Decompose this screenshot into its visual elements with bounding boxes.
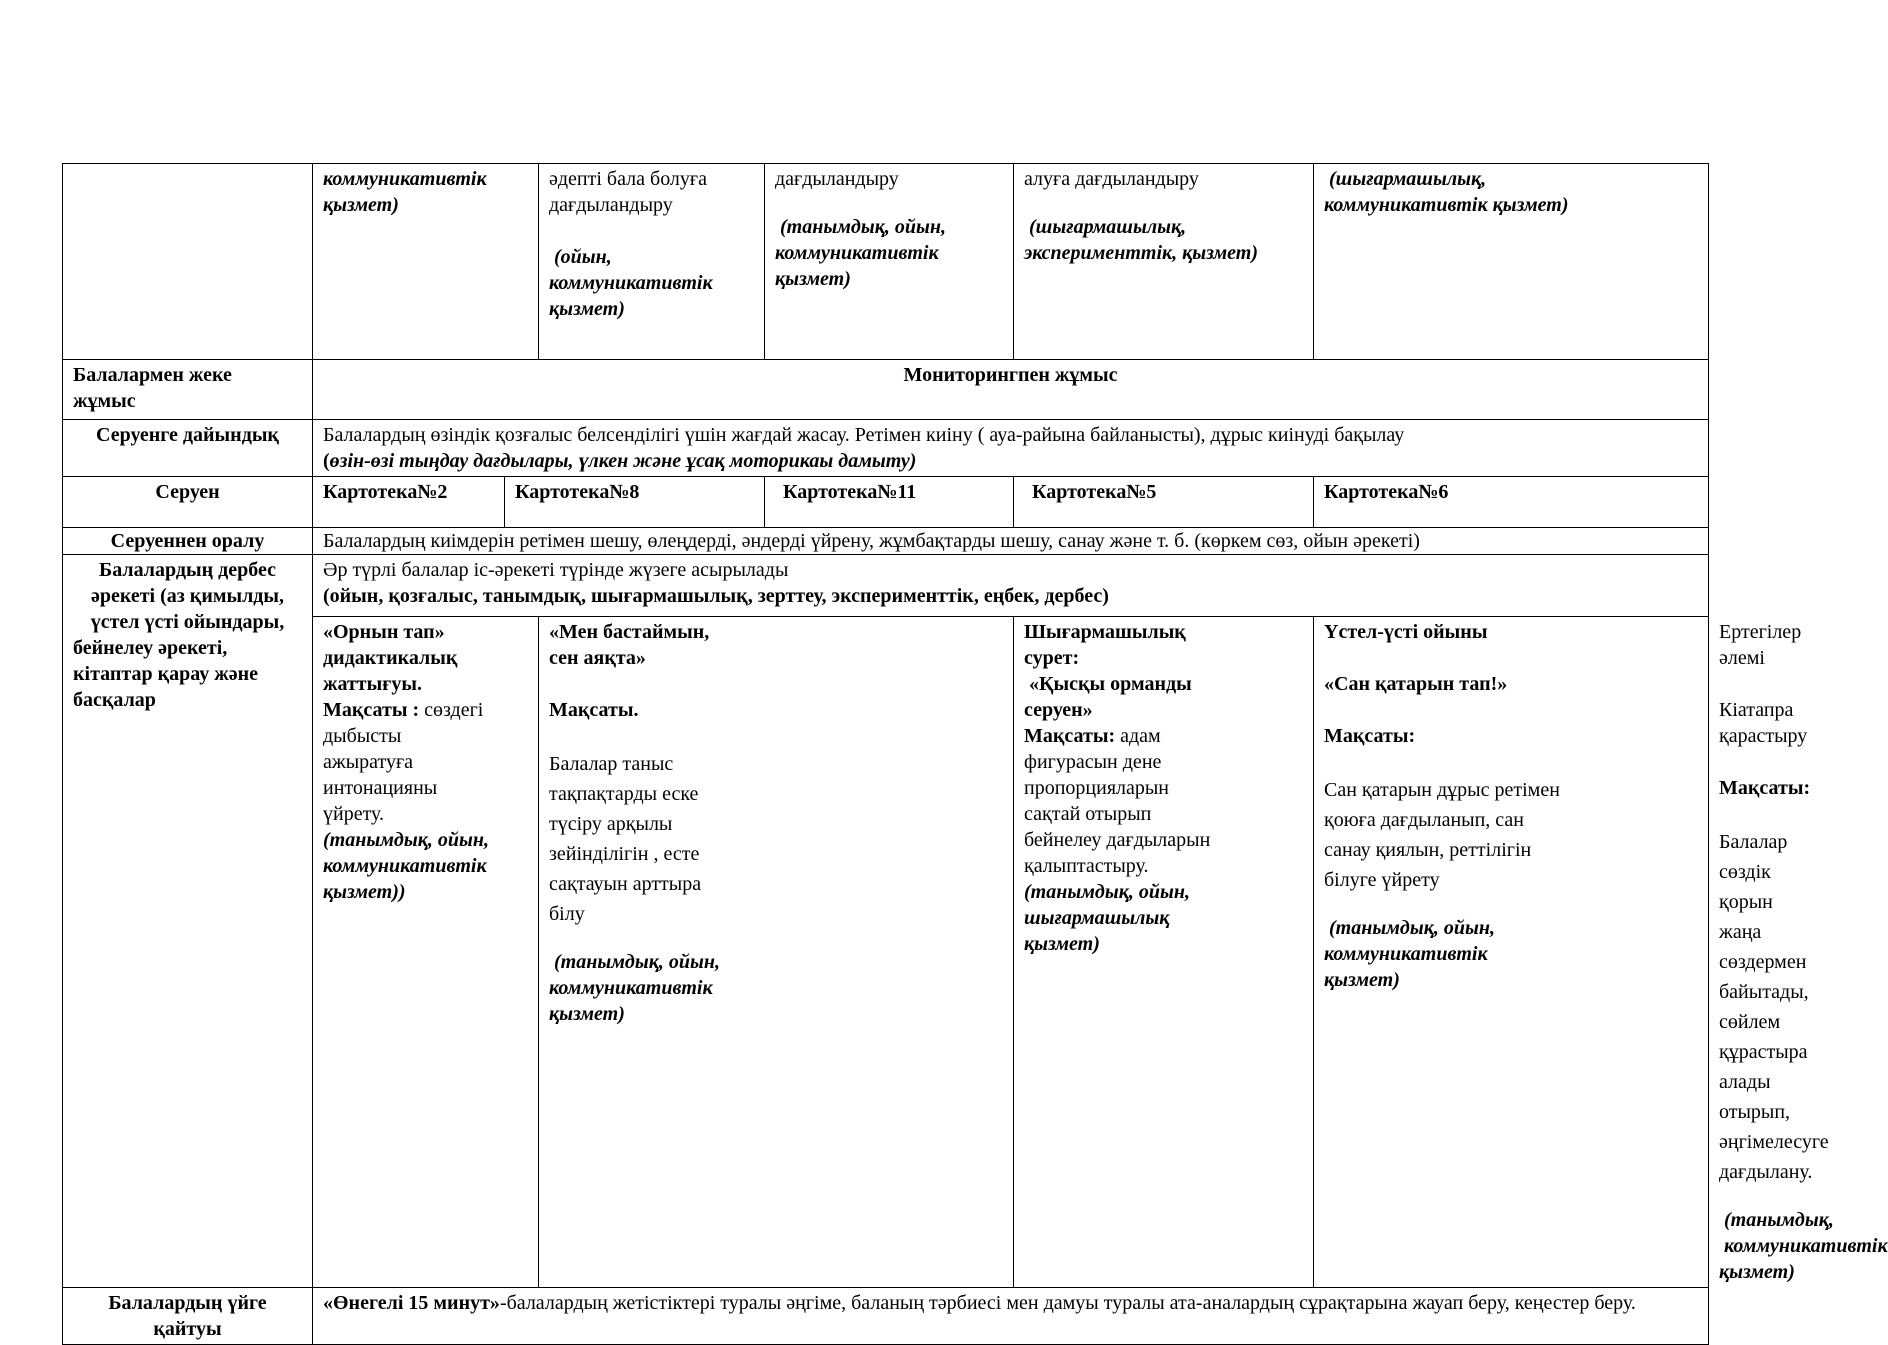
activity-tag: коммуникативтік қызмет) [1324,194,1569,216]
goal-label: Мақсаты: [1324,725,1416,747]
card-text: Картотека№11 [783,481,917,503]
goal-text: білуге үйрету [1324,869,1440,891]
activity-tag: шығармашылық [1024,907,1170,929]
row-label [63,420,313,477]
label-line: қайтуы [153,1318,222,1340]
activity-day2 [539,617,1014,1288]
activity-subtitle: «Қысқы орманды [1029,673,1192,695]
activity-subtitle: серуен» [1024,699,1093,721]
text-line: коммуникативтік [323,168,487,190]
activity-title: жаттығуы. [323,673,422,695]
row-label [63,528,313,555]
activity-tag: (танымдық, ойын, [1024,881,1190,903]
cell-day4-top [1014,164,1314,360]
label-text: Серуеннен оралу [110,530,265,552]
text-line: алуға дағдыландыру [1024,168,1199,190]
cell-day1-top [313,164,539,360]
activity-title: Шығармашылық [1024,621,1186,643]
text-line: әдепті бала болуға [549,168,707,190]
label-line: бейнелеу әрекеті, [73,637,228,659]
goal-label: Мақсаты. [549,699,639,721]
row-activity-days: «Орнын тап» дидактикалық жаттығуы. Мақсаты : сөздегі дыбысты ажыратуға интонацияны үйрету. (танымдық, ойын, коммуникативтік қызмет)) «Мен бастаймын, сен аяқта» Мақсаты. Балалар таныс тақпақтарды еске түсіру арқылы зейінділігін , есте сақтауын арттыра білу (танымдық, ойын, коммуникативтік қызмет) Шығармашылық сурет: «Қысқы орманды серуен» Мақсаты: адам фигурасын дене пропорцияларын сақтай отырып бейнелеу дағдыларын қалыптастыру. (танымдық, ойын, шығармашылық қызмет) Үстел-үсті ойыны «Сан қатарын тап!» Мақсаты: Сан қатарын дұрыс ретімен қоюға дағдыланып, сан санау қиялын, реттілігін білуге үйрету (танымдық, ойын, коммуникативтік қызмет) Ертегілер әлемі Кіатапра қарастыру Мақсаты: Балалар сөздік қорын жаңа сөздермен байытады, сөйлем құрастыра алады отырып, әңгімелесуге дағдылану. (танымдық, коммуникативтік қызмет) [63,617,1709,1288]
monitoring-cell [313,360,1709,420]
goal-text: фигурасын дене [1024,751,1162,773]
card-day2 [505,477,765,528]
activity-tag: коммуникативтік [1324,943,1488,965]
label-text: Серуен [155,481,220,503]
activity-title: дидактикалық [323,647,458,669]
goal-text: зейінділігін , есте [549,843,700,865]
activity-tag: қызмет)) [323,881,406,903]
activity-title: сен аяқта» [549,647,646,669]
label-line: басқалар [73,689,156,711]
row-label [63,555,313,1288]
row-walk [63,477,1709,528]
activity-tag: эксперименттік, қызмет) [1024,242,1259,264]
activity-types: (ойын, қозғалыс, танымдық, шығармашылық, зерттеу, эксперименттік, еңбек, дербес) [323,585,1109,607]
activity-tag: (танымдық, коммуникативтік [1724,1209,1888,1257]
card-text: Картотека№6 [1324,481,1449,503]
activity-tag: қызмет) [1324,969,1400,991]
label-line: Балалардың үйге [108,1292,267,1314]
cell-day2-top [539,164,765,360]
goal-text: Балалар таныс [549,753,674,775]
goal-text: пропорцияларын [1024,777,1170,799]
goal-text: бейнелеу дағдыларын [1024,829,1211,851]
activity-title: «Орнын тап» [323,621,445,643]
activity-title: Үстел-үсті ойыны [1324,621,1488,643]
row-activity-intro [63,555,1709,617]
goal-text: сақтай отырып [1024,803,1152,825]
label-line: жұмыс [73,390,136,412]
card-text: Картотека№8 [515,481,640,503]
activity-tag: коммуникативтік [549,977,713,999]
prep-tag-open: ( [323,450,330,472]
prep-text: Балалардың өзіндік қозғалыс белсенділігі үшін жағдай жасау. Ретімен киіну ( ауа-райына байланысты), дұрыс киінуді бақылау [323,424,1405,446]
activity-intro-cell [313,555,1709,617]
label-line: әрекеті (аз қимылды, [90,585,285,607]
card-day5 [1314,477,1709,528]
cell-day5-top [1314,164,1709,360]
activity-tag: (танымдық, ойын, [323,829,489,851]
activity-day1 [313,617,539,1288]
card-text: Картотека№2 [323,481,448,503]
activity-intro: Әр түрлі балалар іс-әрекеті түрінде жүзеге асырылады [323,559,789,581]
label-line: Балалармен жеке [73,364,232,386]
activity-tag: (танымдық, ойын, [780,216,946,238]
activity-tag: коммуникативтік [775,242,939,264]
activity-day3 [1014,617,1314,1288]
activity-tag: (шығармашылық, [1329,168,1487,190]
goal-text: дыбысты [323,725,402,747]
card-text: Картотека№5 [1032,481,1157,503]
activity-tag: (танымдық, ойын, [1329,917,1495,939]
label-line: Балалардың дербес [99,559,276,581]
activity-day4 [1314,617,1709,1288]
goal-label: Мақсаты : [323,699,420,721]
activity-tag: коммуникативтік [323,855,487,877]
text-line: дағдыландыру [775,168,899,190]
game-name: «Сан қатарын тап!» [1324,673,1508,695]
text-line: қызмет) [323,194,399,216]
cell-empty [63,164,313,360]
goal-text: қалыптастыру. [1024,855,1149,877]
monitoring-text: Мониторингпен жұмыс [903,364,1118,386]
activity-title: «Мен бастаймын, [549,621,710,643]
prep-cell [313,420,1709,477]
activity-tag: қызмет) [775,268,851,290]
goal-text: сөздегі [424,699,484,721]
row-label [63,1288,313,1345]
daily-plan-table [62,163,1888,1345]
home-cell [313,1288,1709,1345]
row-label [63,360,313,420]
goal-text: санау қиялын, реттілігін [1324,839,1532,861]
text-line: дағдыландыру [549,194,673,216]
row-continuation [63,164,1709,360]
goal-text: үйрету. [323,803,385,825]
goal-text: білу [549,903,585,925]
card-day4 [1014,477,1314,528]
row-going-home [63,1288,1709,1345]
row-label [63,477,313,528]
label-line: үстел үсті ойындары, [90,611,285,633]
activity-tag: (танымдық, ойын, [554,951,720,973]
activity-tag: (ойын, [554,246,612,268]
goal-text: интонацияны [323,777,438,799]
goal-label: Мақсаты: [1024,725,1116,747]
cell-day3-top [765,164,1014,360]
activity-tag: коммуникативтік [549,272,713,294]
goal-text: ажыратуға [323,751,414,773]
label-text: Серуенге дайындық [96,424,279,446]
return-text: Балалардың киімдерін ретімен шешу, өлеңдерді, әндерді үйрену, жұмбақтарды шешу, санау және т. б. (көркем сөз, ойын әрекеті) [323,530,1420,552]
label-line: кітаптар қарау және [73,663,259,685]
goal-text: Сан қатарын дұрыс ретімен [1324,779,1560,801]
activity-title: сурет: [1024,647,1080,669]
return-cell [313,528,1709,555]
card-day1 [313,477,505,528]
row-individual-work [63,360,1709,420]
goal-text: адам [1120,725,1161,747]
row-walk-prep [63,420,1709,477]
home-title: «Өнегелі 15 минут» [323,1292,500,1314]
activity-tag: (шығармашылық, [1029,216,1187,238]
goal-text: сақтауын арттыра [549,873,702,895]
activity-tag: қызмет) [1024,933,1100,955]
activity-tag: қызмет) [549,298,625,320]
activity-tag: қызмет) [549,1003,625,1025]
home-text: -балалардың жетістіктері туралы әңгіме, баланың тәрбиесі мен дамуы туралы ата-аналардың сұрақтарына жауап беру, кеңестер беру. [499,1292,1636,1314]
prep-tag: өзін-өзі тыңдау дағдылары, үлкен және ұсақ моторикаы дамыту) [329,450,917,472]
goal-text: қоюға дағдыланып, сан [1324,809,1525,831]
goal-text: тақпақтарды еске [549,783,699,805]
goal-text: түсіру арқылы [549,813,673,835]
card-day3 [765,477,1014,528]
row-return [63,528,1709,555]
